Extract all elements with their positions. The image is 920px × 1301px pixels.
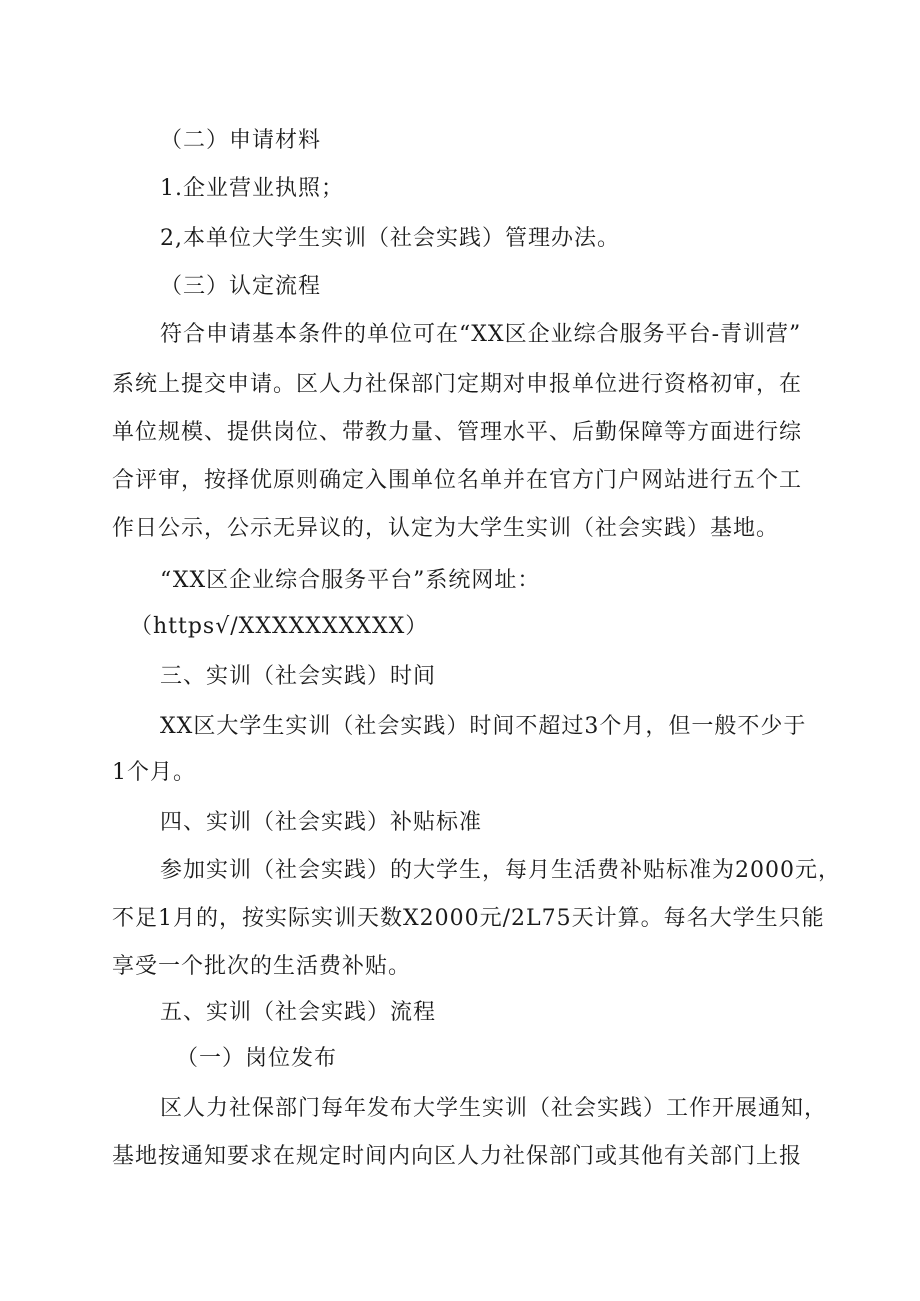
paragraph-line: 不足1月的，按实际实训天数X2000元/2L75天计算。每名大学生只能: [112, 906, 825, 931]
list-item-management-measures: 2,本单位大学生实训（社会实践）管理办法。: [160, 226, 620, 251]
platform-url-label: “XX区企业综合服务平台”系统网址：: [160, 568, 541, 593]
heading-practice-duration: 三、实训（社会实践）时间: [160, 664, 437, 689]
paragraph-line: 区人力社保部门每年发布大学生实训（社会实践）工作开展通知，: [160, 1096, 828, 1121]
paragraph-line: 作日公示，公示无异议的，认定为大学生实训（社会实践）基地。: [112, 516, 780, 541]
heading-application-materials: （二）申请材料: [160, 128, 322, 153]
paragraph-line: 符合申请基本条件的单位可在“XX区企业综合服务平台-青训营”: [160, 322, 802, 347]
paragraph-line: 1个月。: [112, 760, 196, 785]
paragraph-line: XX区大学生实训（社会实践）时间不超过3个月，但一般不少于: [160, 714, 807, 739]
heading-position-release: （一）岗位发布: [176, 1046, 338, 1071]
paragraph-line: 单位规模、提供岗位、带教力量、管理水平、后勤保障等方面进行综: [112, 420, 803, 445]
platform-url: （https√/XXXXXXXXXX）: [130, 614, 429, 639]
list-item-business-license: 1.企业营业执照；: [160, 176, 344, 201]
paragraph-line: 基地按通知要求在规定时间内向区人力社保部门或其他有关部门上报: [112, 1144, 803, 1169]
heading-practice-process: 五、实训（社会实践）流程: [160, 1000, 437, 1025]
heading-certification-process: （三）认定流程: [160, 274, 322, 299]
paragraph-line: 合评审，按择优原则确定入围单位名单并在官方门户网站进行五个工: [112, 468, 803, 493]
paragraph-line: 系统上提交申请。区人力社保部门定期对申报单位进行资格初审，在: [112, 372, 803, 397]
paragraph-line: 享受一个批次的生活费补贴。: [112, 954, 412, 979]
paragraph-line: 参加实训（社会实践）的大学生，每月生活费补贴标准为2000元，: [160, 858, 841, 883]
heading-subsidy-standard: 四、实训（社会实践）补贴标准: [160, 810, 483, 835]
